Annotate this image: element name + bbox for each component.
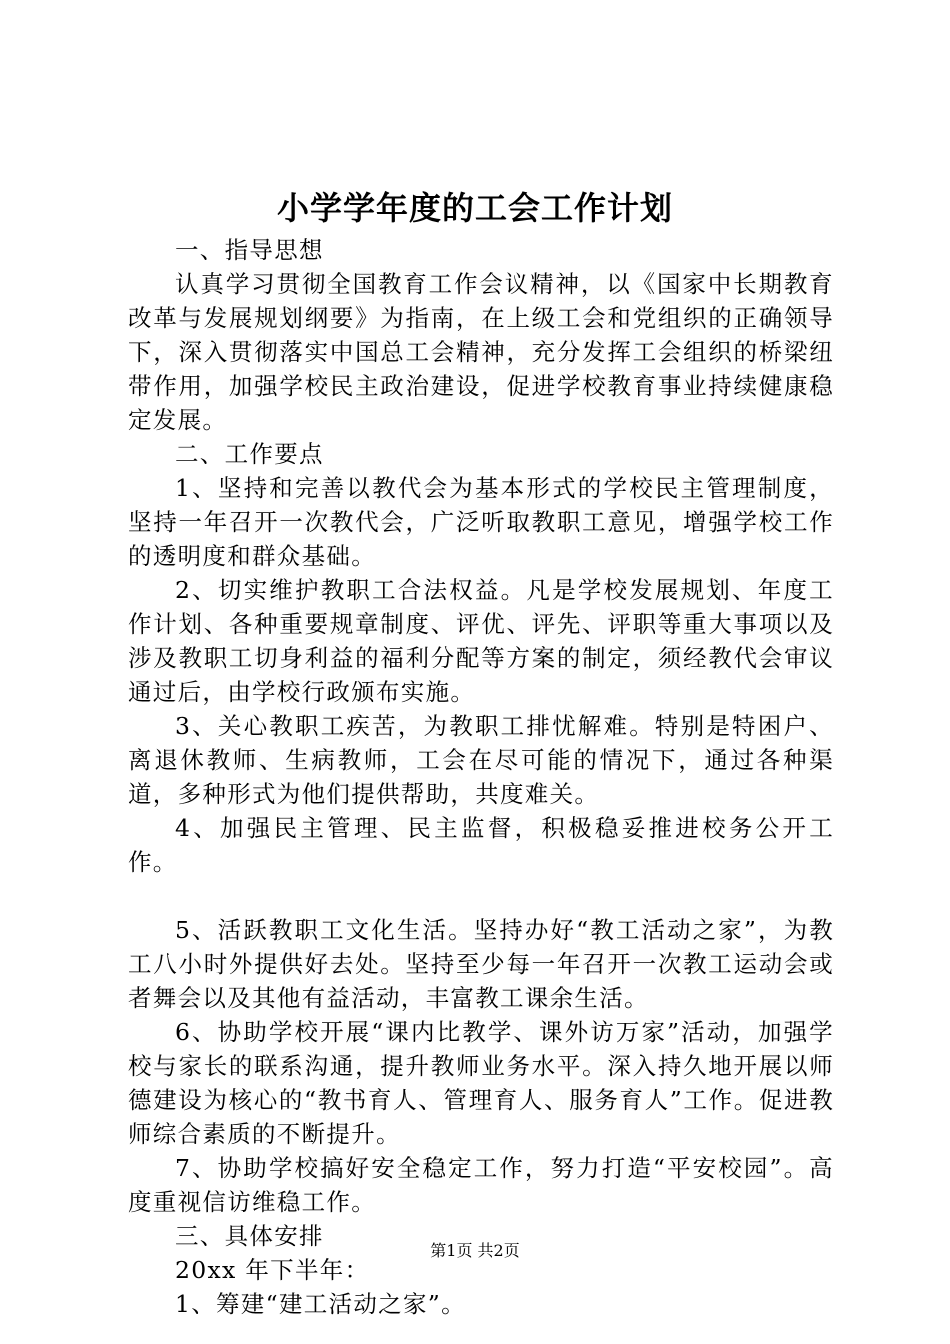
section-heading: 三、具体安排 xyxy=(175,1222,324,1250)
body-paragraph: 6、协助学校开展“课内比教学、课外访万家”活动，加强学校与家长的联系沟通，提升教师业务水平。深入持久地开展以师德建设为核心的“教书育人、管理育人、服务育人”工作。促进教师综合素质的不断提升。 xyxy=(128,1018,834,1148)
body-paragraph: 4、加强民主管理、民主监督，积极稳妥推进校务公开工作。 xyxy=(128,814,834,876)
body-paragraph: 3、关心教职工疾苦，为教职工排忧解难。特别是特困户、离退休教师、生病教师，工会在尽可能的情况下，通过各种渠道，多种形式为他们提供帮助，共度难关。 xyxy=(128,712,834,808)
body-paragraph: 1、坚持和完善以教代会为基本形式的学校民主管理制度，坚持一年召开一次教代会，广泛听取教职工意见，增强学校工作的透明度和群众基础。 xyxy=(128,474,834,570)
section-heading: 一、指导思想 xyxy=(175,236,324,264)
document-body xyxy=(128,233,834,1321)
document-title: 小学学年度的工会工作计划 xyxy=(276,189,673,227)
body-paragraph: 1、筹建“建工活动之家”。 xyxy=(175,1290,466,1318)
page-footer: 第1页 共2页 xyxy=(430,1241,520,1260)
body-paragraph: 认真学习贯彻全国教育工作会议精神，以《国家中长期教育改革与发展规划纲要》为指南，在上级工会和党组织的正确领导下，深入贯彻落实中国总工会精神，充分发挥工会组织的桥梁纽带作用，加强学校民主政治建设，促进学校教育事业持续健康稳定发展。 xyxy=(128,270,834,434)
section-heading: 二、工作要点 xyxy=(175,440,324,468)
body-paragraph: 5、活跃教职工文化生活。坚持办好“教工活动之家”，为教工八小时外提供好去处。坚持至少每一年召开一次教工运动会或者舞会以及其他有益活动，丰富教工课余生活。 xyxy=(128,916,834,1012)
blank-line xyxy=(128,879,834,913)
body-paragraph: 20xx 年下半年： xyxy=(175,1256,370,1284)
body-paragraph: 7、协助学校搞好安全稳定工作，努力打造“平安校园”。高度重视信访维稳工作。 xyxy=(128,1154,834,1216)
body-paragraph: 2、切实维护教职工合法权益。凡是学校发展规划、年度工作计划、各种重要规章制度、评优、评先、评职等重大事项以及涉及教职工切身利益的福利分配等方案的制定，须经教代会审议通过后，由学校行政颁布实施。 xyxy=(128,576,834,706)
